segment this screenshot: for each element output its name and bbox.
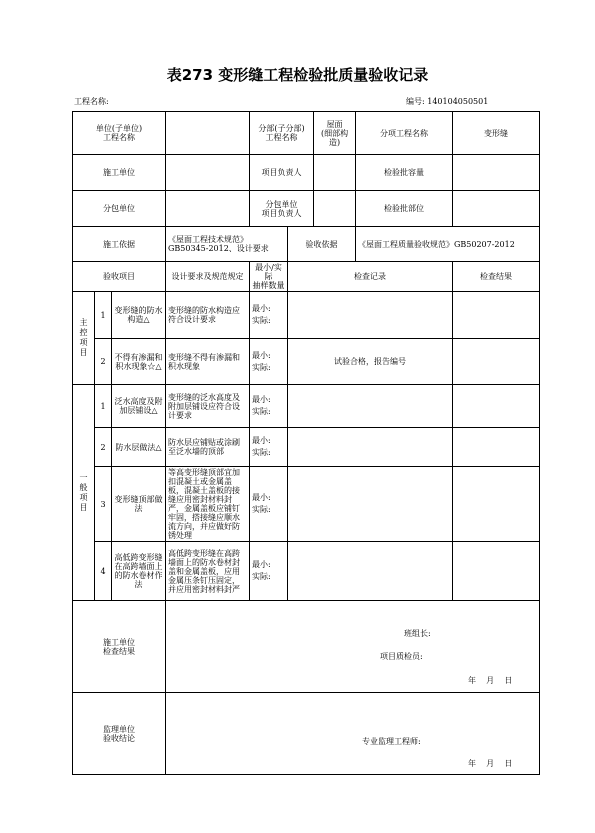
project-name-label: 工程名称: [74,97,109,106]
general-group-label: 一般项目 [73,385,95,601]
batch-location-label: 检验批部位 [356,191,453,227]
project-manager-label: 项目负责人 [250,155,314,191]
check-result[interactable] [453,542,540,601]
sample-count[interactable]: 最小: 实际: [250,542,288,601]
supervision-conclusion-area[interactable] [166,693,540,775]
construction-result-label: 施工单位 检查结果 [73,601,166,693]
sample-count[interactable]: 最小: 实际: [250,292,288,339]
serial-label: 编号: [406,97,425,106]
sample-count[interactable]: 最小: 实际: [250,467,288,542]
quality-inspector-label: 项目质检员: [380,651,423,661]
page-title: 表273 变形缝工程检验批质量验收记录 [166,66,429,84]
check-result[interactable] [453,467,540,542]
team-leader-label: 班组长: [404,628,431,638]
item-requirement: 变形缝不得有渗漏和积水现象 [166,339,250,385]
item-requirement: 等高变形缝顶部宜加扣混凝土或金属盖板，混凝土盖板的接缝应用密封材料封严，金属盖板应铺钉牢固，搭接缝应顺水流方向，并应做好防锈处理 [166,467,250,542]
serial-number [406,96,488,107]
subcontract-unit-value[interactable] [166,191,250,227]
item-requirement: 高低跨变形缝在高跨墙面上的防水卷材封盖和金属盖板，应用金属压条钉压固定，并应用密封材料封严 [166,542,250,601]
sub-item-label: 分项工程名称 [356,112,453,155]
batch-capacity-label: 检验批容量 [356,155,453,191]
check-record[interactable] [288,292,453,339]
table-row [73,428,540,467]
main-group-label: 主控项目 [73,292,95,385]
table-row [73,385,540,428]
supervision-engineer-label: 专业监理工程师: [362,736,421,746]
project-manager-value[interactable] [314,155,356,191]
unit-name-value[interactable] [166,112,250,155]
subdivision-value: 屋面 (细部构造) [314,112,356,155]
item-requirement: 变形缝的泛水高度及附加层铺设应符合设计要求 [166,385,250,428]
acceptance-basis-value: 《屋面工程质量验收规范》GB50207-2012 [356,227,540,262]
batch-location-value[interactable] [453,191,540,227]
check-record[interactable] [288,542,453,601]
col-item: 验收项目 [73,262,166,292]
batch-capacity-value[interactable] [453,155,540,191]
subcontract-manager-value[interactable] [314,191,356,227]
check-record[interactable] [288,428,453,467]
check-record[interactable] [288,385,453,428]
item-name: 防水层做法△ [112,428,166,467]
table-row [73,542,540,601]
col-sample: 最小/实际 抽样数量 [250,262,288,292]
table-row [73,292,540,339]
col-requirement: 设计要求及规范规定 [166,262,250,292]
item-number: 2 [95,339,112,385]
inspection-table [72,111,540,775]
supervision-date: 年 月 日 [468,758,513,768]
sample-count[interactable]: 最小: 实际: [250,339,288,385]
check-result[interactable] [453,385,540,428]
construction-result-area[interactable] [166,601,540,693]
subcontract-unit-label: 分包单位 [73,191,166,227]
check-result[interactable] [453,428,540,467]
sample-count[interactable]: 最小: 实际: [250,428,288,467]
table-row [73,467,540,542]
sample-count[interactable]: 最小: 实际: [250,385,288,428]
item-number: 4 [95,542,112,601]
item-name: 泛水高度及附加层铺设△ [112,385,166,428]
check-result[interactable] [453,292,540,339]
item-name: 高低跨变形缝在高跨墙面上的防水卷材作法 [112,542,166,601]
item-number: 1 [95,385,112,428]
item-number: 1 [95,292,112,339]
check-result[interactable] [453,339,540,385]
construction-date: 年 月 日 [468,675,513,685]
item-requirement: 变形缝的防水构造应符合设计要求 [166,292,250,339]
sub-item-value: 变形缝 [453,112,540,155]
serial-value: 140104050501 [427,97,489,106]
supervision-conclusion-label: 监理单位 验收结论 [73,693,166,775]
item-requirement: 防水层应铺贴或涂刷至泛水墙的顶部 [166,428,250,467]
subcontract-manager-label: 分包单位 项目负责人 [250,191,314,227]
item-name: 变形缝的防水构造△ [112,292,166,339]
construction-unit-label: 施工单位 [73,155,166,191]
item-name: 变形缝顶部做法 [112,467,166,542]
item-number: 2 [95,428,112,467]
check-record[interactable]: 试验合格，报告编号 [288,339,453,385]
construction-basis-value: 《屋面工程技术规范》GB50345-2012、设计要求 [166,227,288,262]
acceptance-basis-label: 验收依据 [288,227,356,262]
item-name: 不得有渗漏和积水现象☆△ [112,339,166,385]
construction-unit-value[interactable] [166,155,250,191]
col-record: 检查记录 [288,262,453,292]
construction-basis-label: 施工依据 [73,227,166,262]
subdivision-label: 分部(子分部) 工程名称 [250,112,314,155]
item-number: 3 [95,467,112,542]
col-result: 检查结果 [453,262,540,292]
check-record[interactable] [288,467,453,542]
table-row [73,339,540,385]
unit-name-label: 单位(子单位) 工程名称 [73,112,166,155]
